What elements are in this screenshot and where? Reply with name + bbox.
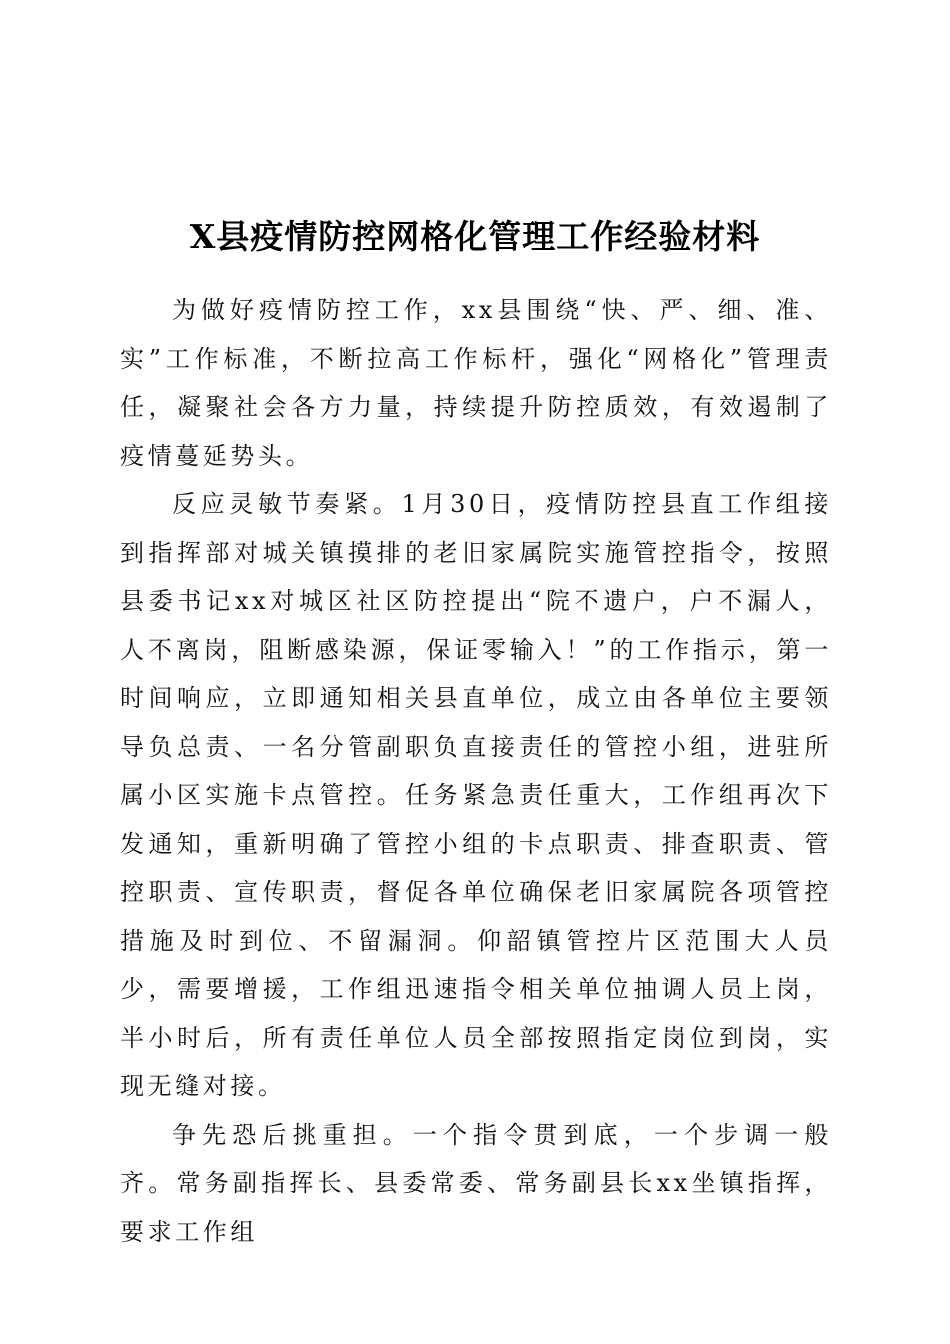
paragraph-rapid-response: 反应灵敏节奏紧。1月30日，疫情防控县直工作组接到指挥部对城关镇摸排的老旧家属院实施管控指令，按照县委书记xx对城区社区防控提出“院不遗户，户不漏人，人不离岗，阻断感染源，保证零输入！”的工作指示，第一时间响应，立即通知相关县直单位，成立由各单位主要领导负总责、一名分管副职负直接责任的管控小组，进驻所属小区实施卡点管控。任务紧急责任重大，工作组再次下发通知，重新明确了管控小组的卡点职责、排查职责、管控职责、宣传职责，督促各单位确保老旧家属院各项管控措施及时到位、不留漏洞。仰韶镇管控片区范围大人员少，需要增援，工作组迅速指令相关单位抽调人员上岗，半小时后，所有责任单位人员全部按照指定岗位到岗，实现无缝对接。 — [120, 490, 832, 1100]
document-body — [120, 286, 832, 1256]
document-title: X县疫情防控网格化管理工作经验材料 — [189, 217, 761, 256]
paragraph-intro: 为做好疫情防控工作，xx县围绕“快、严、细、准、实”工作标准，不断拉高工作标杆，强化“网格化”管理责任，凝聚社会各方力量，持续提升防控质效，有效遏制了疫情蔓延势头。 — [120, 296, 832, 470]
paragraph-taking-responsibility: 争先恐后挑重担。一个指令贯到底，一个步调一般齐。常务副指挥长、县委常委、常务副县长xx坐镇指挥，要求工作组 — [120, 1120, 832, 1246]
